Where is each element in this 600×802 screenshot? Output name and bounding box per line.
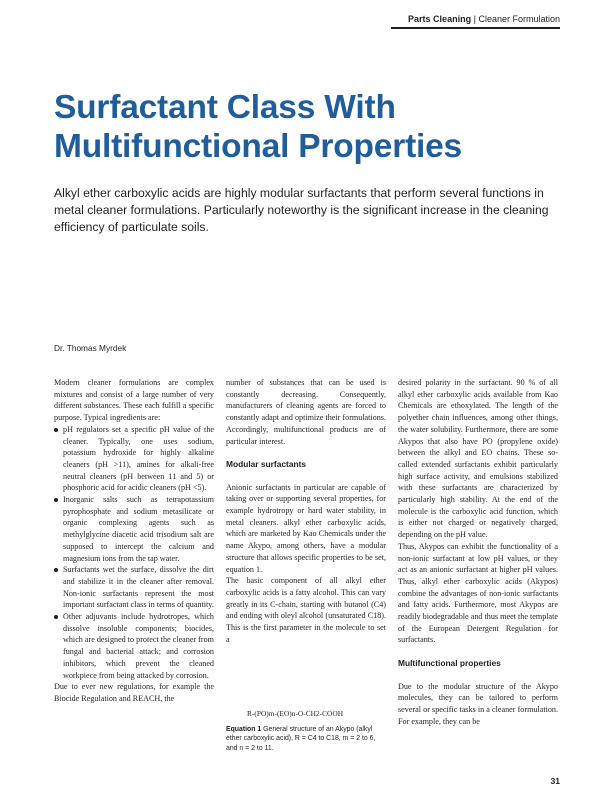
author-byline: Dr. Thomas Myrdek bbox=[54, 343, 127, 353]
header-section: Parts Cleaning bbox=[408, 14, 472, 24]
column3-paragraph: desired polarity in the surfactant. 90 % of all alkyl ether carboxylic acids available from Kao Chemicals are ethoxylated. The length of the polyether chain influences, among other things, the water solubility. Furthermore, there are some Akypos that also have PO (propylene oxide) between the alkyl and EO chains. These so-called extended surfactants exhibit particularly high surface activity, and emulsions stabilized with these surfactants are characterized by particularly high stability. At the end of the molecule is the carboxylic acid function, which is either not charged or negatively charged, depending on the pH value. bbox=[398, 378, 558, 540]
section-heading-modular: Modular surfactants bbox=[226, 458, 307, 469]
text-column-3 bbox=[398, 377, 558, 727]
list-item: Other adjuvants include hydrotropes, which dissolve insoluble components; biocides, which are designed to protect the cleaner from fungal and bacterial attack; and corrosion inhibitors, which prevent the cleaned workpiece from being attacked by corrosion. bbox=[54, 611, 214, 681]
caption-label: Equation 1 bbox=[226, 726, 262, 733]
article-title: Surfactant Class With Multifunctional Properties bbox=[54, 89, 462, 165]
list-item: pH regulators set a specific pH value of the cleaner. Typically, one uses sodium, potassium hydroxide for highly alkaline cleaners (pH >11), amines for alkali-free neutral cleaners (pH between 11 and 5) or phosphoric acid for acidic cleaners (pH <5). bbox=[54, 424, 214, 494]
running-header bbox=[408, 14, 560, 24]
column1-outro: Due to ever new regulations, for example the Biocide Regulation and REACH, the bbox=[54, 682, 214, 703]
header-rule bbox=[391, 27, 560, 29]
column2-paragraph: number of substances that can be used is constantly decreasing. Consequently, manufacturers of cleaning agents are forced to constantly adapt and optimize their formulations. Accordingly, multifunctional products are of particular interest. bbox=[226, 378, 386, 446]
text-column-2 bbox=[226, 377, 386, 645]
page-number: 31 bbox=[550, 776, 560, 786]
equation-formula: R-(PO)m-(EO)n-O-CH2-COOH bbox=[247, 709, 344, 718]
column3-paragraph: Thus, Akypos can exhibit the functionality of a non-ionic surfactant at low pH values, or they act as an anionic surfactant at higher pH values. Thus, alkyl ether carboxylic acids (Akypos) combine the advantages of non-ionic surfactants and fatty acids. Furthermore, most Akypos are readily biodegradable and thus meet the template of the European Detergent Regulation for surfactants. bbox=[398, 541, 558, 645]
column3-paragraph: Due to the modular structure of the Akypo molecules, they can be tailored to perform several or specific tasks in a cleaner formulation. For example, they can be bbox=[398, 681, 558, 726]
equation-caption bbox=[226, 725, 386, 753]
ingredient-list bbox=[54, 424, 214, 681]
column2-paragraph: Anionic surfactants in particular are capable of taking over or supporting several properties, for example hydrotropy or hard water stability, in metal cleaners. alkyl ether carboxylic acids, which are marketed by Kao Chemicals under the name Akypo, among others, have a modular structure that allows specific properties to be set, equation 1. bbox=[226, 482, 386, 574]
header-separator: | bbox=[473, 14, 476, 24]
header-subsection: Cleaner Formulation bbox=[478, 14, 560, 24]
section-heading-multifunctional: Multifunctional properties bbox=[398, 657, 501, 668]
article-lead: Alkyl ether carboxylic acids are highly modular surfactants that perform several functions in metal cleaner formulations. Particularly noteworthy is the significant increase in the cleaning efficiency of particulate soils. bbox=[54, 186, 549, 234]
column2-paragraph: The basic component of all alkyl ether carboxylic acids is a fatty alcohol. This can vary greatly in its C-chain, starting with butanol (C4) and ending with oleyl alcohol (unsaturated C18). This is the first parameter in the molecule to set a bbox=[226, 576, 386, 644]
list-item: Surfactants wet the surface, dissolve the dirt and stabilize it in the cleaner after removal. Non-ionic surfactants represent the most important surfactant class in terms of quantity. bbox=[54, 564, 214, 611]
column1-intro: Modern cleaner formulations are complex mixtures and consist of a large number of very different substances. These each fulfill a specific purpose. Typical ingredients are: bbox=[54, 378, 214, 423]
caption-text: General structure of an Akypo (alkyl ether carboxylic acid), R = C4 to C18, m = 2 to 6, and n = 2 to 11. bbox=[226, 726, 376, 752]
text-column-1 bbox=[54, 377, 214, 705]
list-item: Inorganic salts such as tetrapotassium pyrophosphate and sodium metasilicate or organic complexing agents such as methylglycine diacetic acid trisodium salt are supposed to intercept the calcium and magnesium ions from the tap water. bbox=[54, 494, 214, 564]
